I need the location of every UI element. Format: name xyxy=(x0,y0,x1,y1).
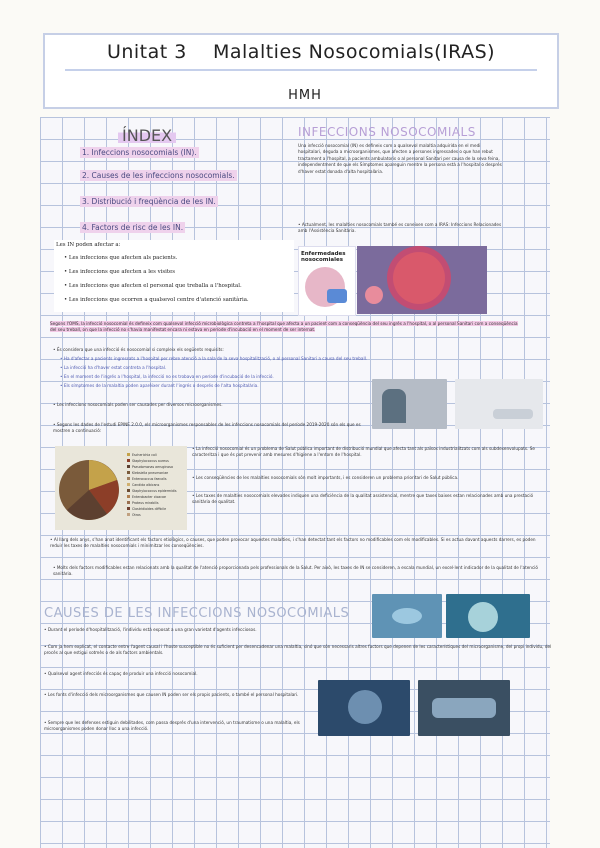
surgeon-figure-icon xyxy=(348,690,382,724)
legend-label: Pseudomonas aeruginosa xyxy=(132,465,173,469)
closing-para-2: • Molts dels factors modificables estan relacionats amb la qualitat de l'atenció proporcionada pels professionals de la Salut. Per això, les taxes de IN se consideren, a escala mundial, un excel·lent indicador de la qualitat de l'atenció sanitària. xyxy=(53,565,538,577)
causes-bullet-5: • Sempre que les defenses estiguin debilitades, com passa després d'una intervenció, un traumatisme o una malaltia, els microorganismes poden donar lloc a una infecció. xyxy=(44,720,300,732)
legend-label: Proteus mirabilis xyxy=(132,501,159,505)
causes-bullet-1: • Durant el període d'hospitalització, l'individu està exposat a una gran varietat d'agents infecciosos. xyxy=(44,627,257,632)
test-tube-icon xyxy=(392,608,422,624)
epine-bullet-1: • La infecció nosocomial és un problema de Salut pública important de distribució mundial que afecta tant als països industrialitzats com als subdesenvolupats. Se caracteritza i que és pot prevenir amb mesures d'higiene a l'entorn de l'hospital. xyxy=(192,446,535,458)
causes-bullet-2: • Com ja hem explicat, el contacte entre l'agent causal i l'hoste susceptible no és suficient per desencadenar una malaltia, sinó que són necessaris altres factors que depenen de les característiques del microorganisme, del propi individu, del procés al que estigui sotmès o de als factors ambientals. xyxy=(44,644,552,656)
virus-icon xyxy=(393,252,445,304)
enfermedades-image xyxy=(298,246,356,316)
closing-para-1: • Al llarg dels anys, s'han anat identificant els factors etiològics, o causes, que poden provocar aquestes malalties, i s'han detectat tant els factors no modificables com els modificables. Si es actua davant aquests darrers, es poden reduir les taxes de malalties nosocomials i minimitzar les conseqüències. xyxy=(50,537,536,549)
pie-legend-item xyxy=(127,512,185,518)
infeccions-iras-note: • Actualment, les malalties nosocomials també es coneixen com a IRAS: Infeccions Relacionades amb l'Assistència Sanitària. xyxy=(298,222,502,234)
criteria-item-1: • Ha d'afectar a pacients ingressats a l'hospital per rebre atenció a la sala de la seva hospitalització, o al personal Sanitari a causa del seu treball. xyxy=(60,356,368,361)
section-title-infeccions: INFECCIONS NOSOCOMIALS xyxy=(298,125,476,139)
title-box xyxy=(43,33,559,109)
index-title: ÍNDEX xyxy=(118,126,176,145)
surgery-photo-2 xyxy=(418,680,510,736)
legend-label: Otros xyxy=(132,513,141,517)
nurse-figure-icon xyxy=(382,389,406,423)
causes-bullet-3: • Qualsevol agent infecciós és capaç de produir una infecció nosocomial. xyxy=(44,671,198,676)
legend-label: Enterobacter cloacae xyxy=(132,495,166,499)
affects-intro: Les IN poden afectar a: xyxy=(56,242,121,248)
lab-photo xyxy=(372,594,442,638)
affects-box xyxy=(54,240,294,312)
legend-label: Klebsiella pneumoniae xyxy=(132,471,169,475)
affects-item-2: • Les infeccions que afecten a les visites xyxy=(64,269,175,275)
legend-swatch xyxy=(127,477,130,480)
legend-swatch xyxy=(127,501,130,504)
legend-swatch xyxy=(127,471,130,474)
causes-note: • Les infeccions nosocomials poden ser causades per diversos microorganismes. xyxy=(53,402,223,407)
small-virus-icon xyxy=(365,286,383,304)
bed-illustration-icon xyxy=(327,289,347,303)
legend-label: Staphylococcus aureus xyxy=(132,459,169,463)
title-rule xyxy=(65,69,537,71)
epine-intro: • Segons les dades de l'estudi EPINE 2.0.0, els microorganismes responsables de les infeccions nosocomials del període 2019-2020 són els que es mostren a continuació: xyxy=(53,422,361,434)
bed-icon xyxy=(493,409,533,419)
surgery-photo-1 xyxy=(318,680,410,736)
virus-image xyxy=(357,246,487,314)
legend-label: Clostridioides difficile xyxy=(132,507,167,511)
affects-item-3: • Les infeccions que afecten el personal que treballa a l'hospital. xyxy=(64,283,242,289)
affects-item-4: • Les infeccions que ocorren a qualsevol centre d'atenció sanitària. xyxy=(64,297,249,303)
author-initials: HMH xyxy=(288,88,322,103)
petri-dish-photo xyxy=(446,594,530,638)
legend-swatch xyxy=(127,465,130,468)
pie-chart xyxy=(55,446,187,530)
infeccions-definition: Una infecció nosocomial (IN) es defineix com a qualsevol malaltia adquirida en el medi hospitalari, deguda a microorganismes, que afecten a persones ingressades o que han rebut tractament a l'hospital, a pacients ambulatoris o al personal Sanitari per causa de la seva feina, independentment de que els Símptomes apareguin mentre la persona està a l'hospital o després d'haver estat donada d'alta hospitalària. xyxy=(298,143,502,174)
legend-label: Candida albicans xyxy=(132,483,160,487)
legend-swatch xyxy=(127,483,130,486)
petri-dish-icon xyxy=(468,602,498,632)
causes-bullet-4: • Les fonts d'infecció dels microorganismes que causen IN poden ser els propis pacients, o també el personal hospitalari. xyxy=(44,692,299,697)
page-title: Unitat 3 Malalties Nosocomials(IRAS) xyxy=(106,41,496,63)
section-title-causes: CAUSES DE LES INFECCIONS NOSOCOMIALS xyxy=(44,606,350,621)
index-item-4: 4. Factors de risc de les IN. xyxy=(82,223,184,232)
legend-swatch xyxy=(127,507,130,510)
index-item-3: 3. Distribució i freqüència de les IN. xyxy=(82,197,216,206)
legend-label: Staphylococcus epidermidis xyxy=(132,489,177,493)
epine-bullet-2: • Les conseqüències de les malalties nosocomials són molt importants, i es consideren un problema prioritari de Salut pública. xyxy=(192,475,459,480)
enfermedades-image-label: Enfermedades nosocomiales xyxy=(301,251,346,263)
index-item-2: 2. Causes de les infeccions nosocomials. xyxy=(82,171,235,180)
criteria-item-3: • En el moment de l'ingrés a l'hospital, la infecció no es trobava en període d'incubació de la infecció. xyxy=(60,374,274,379)
legend-swatch xyxy=(127,459,130,462)
index-item-1: 1. Infeccions nosocomials (IN). xyxy=(82,148,197,157)
pie-legend xyxy=(127,452,185,518)
legend-swatch xyxy=(127,513,130,516)
oms-definition: Segons l'OMS, la infecció nosocomial és defineix com qualsevol infecció microbiològica contreta a l'hospital que afecta a un pacient com a conseqüència del seu ingrés a l'hospital, o al personal Sanitari com a conseqüència del seu treball, on que la infecció no s'havia manifestat encara ni estava en període d'incubació en el moment de ser internat. xyxy=(50,321,518,333)
legend-label: Enterococcus faecalis xyxy=(132,477,167,481)
operating-team-icon xyxy=(432,698,496,718)
hospital-bed-photo xyxy=(372,379,447,429)
patient-photo xyxy=(455,379,543,429)
criteria-item-4: • Els símptomes de la malaltia poden aparèixer durant l'ingrés o després de l'alta hospitalària. xyxy=(60,383,259,388)
legend-label: Escherichia coli xyxy=(132,453,157,457)
criteria-item-2: • La infecció ha d'haver estat contreta a l'hospital. xyxy=(60,365,167,370)
affects-item-1: • Les infeccions que afecten als pacients. xyxy=(64,255,178,261)
criteria-intro: • És considera que una infecció és nosocomial si compleix els següents requisits: xyxy=(53,347,224,352)
legend-swatch xyxy=(127,495,130,498)
epine-bullet-3: • Les taxes de malalties nosocomials elevades indiquen una deficiència de la qualitat assistencial, mentre que taxes baixes estan relacionades amb una prestació sanitària de qualitat. xyxy=(192,493,534,505)
legend-swatch xyxy=(127,489,130,492)
legend-swatch xyxy=(127,453,130,456)
